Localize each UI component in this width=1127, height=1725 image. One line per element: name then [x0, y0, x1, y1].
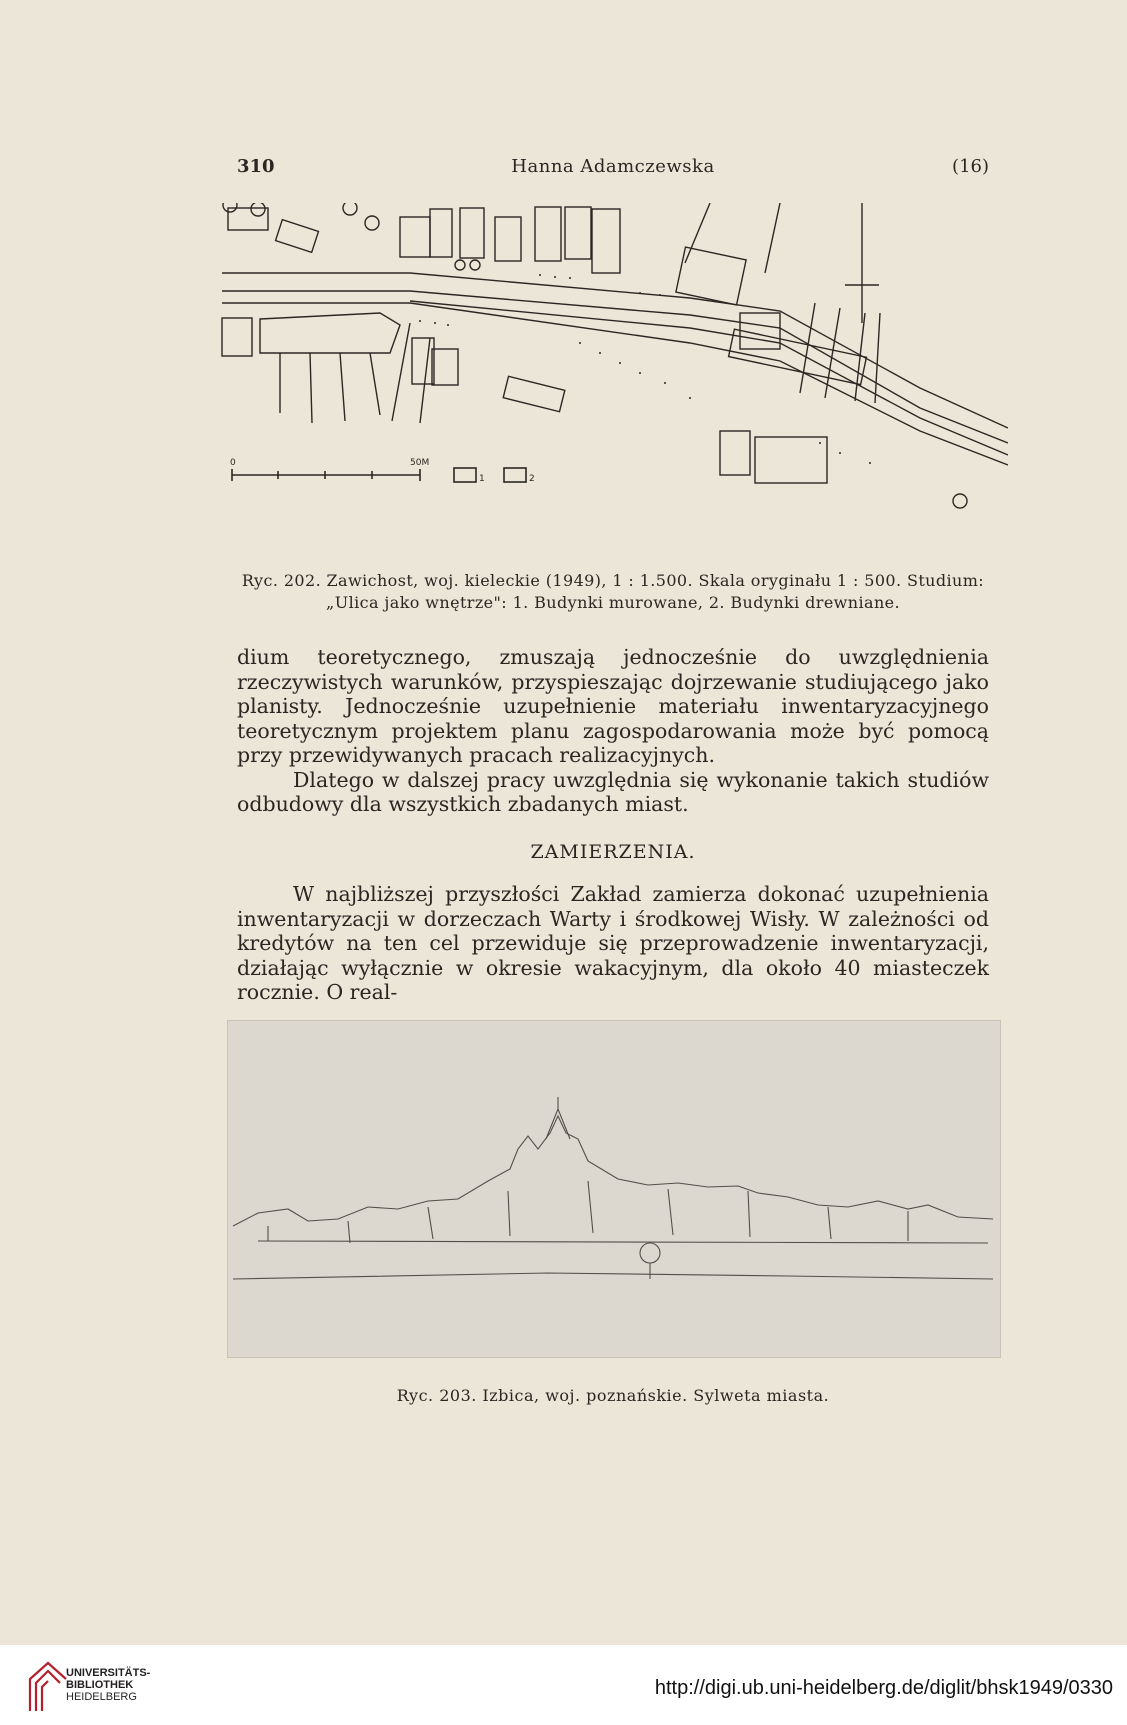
- street-edge-upper: [222, 291, 1008, 443]
- tree-6: [470, 260, 480, 270]
- building-east-3: [720, 431, 750, 475]
- building-2: [430, 209, 452, 257]
- street-edge-north: [222, 273, 1008, 428]
- figure-203-caption: Ryc. 203. Izbica, woj. poznańskie. Sylweta miasta.: [396, 1386, 830, 1405]
- legend-box-1: [454, 468, 476, 482]
- tree-4: [365, 216, 379, 230]
- building-5: [535, 207, 561, 261]
- running-author: Hanna Adamczewska: [511, 156, 715, 177]
- building-south-3: [412, 338, 434, 384]
- scale-start-label: 0: [230, 458, 236, 468]
- street-edge-south: [222, 303, 1008, 465]
- street-edge-lower: [410, 301, 1008, 455]
- building-south-4: [432, 349, 458, 385]
- building-row-south-2: [260, 313, 400, 353]
- body-text: [237, 645, 989, 817]
- section-heading: ZAMIERZENIA.: [530, 841, 696, 863]
- legend-label-1: 1: [479, 474, 485, 484]
- building-8: [676, 247, 746, 305]
- building-row-south-1: [222, 318, 252, 356]
- plot-lines-east: [685, 203, 880, 403]
- town-silhouette-sketch: [227, 1020, 1001, 1358]
- running-header: [237, 156, 989, 184]
- tree-sketch: [640, 1243, 660, 1263]
- paragraph-2: Dlatego w dalszej pracy uwzględnia się wykonanie takich studiów odbudowy dla wszystkich zbadanych miast.: [237, 767, 989, 816]
- page-number: 310: [237, 156, 275, 177]
- building-4: [495, 217, 521, 261]
- building-3: [460, 208, 484, 258]
- source-url-link[interactable]: http://digi.ub.uni-heidelberg.de/diglit/bhsk1949/0330: [654, 1677, 1113, 1699]
- library-footer: [0, 1645, 1127, 1725]
- plot-lines-south: [280, 323, 430, 423]
- section-number: (16): [952, 156, 989, 177]
- figure-202-caption: Ryc. 202. Zawichost, woj. kieleckie (1949), 1 : 1.500. Skala oryginału 1 : 500. Studium: „Ulica jako wnętrze": 1. Budynki murowane, 2. Budynki drewniane.: [241, 571, 985, 612]
- tree-5: [455, 260, 465, 270]
- body-text-2: [237, 882, 989, 1005]
- legend-label-2: 2: [529, 474, 535, 484]
- building-6: [565, 207, 591, 259]
- tree-2: [251, 203, 265, 216]
- building-left-1: [276, 220, 319, 253]
- building-south-5: [503, 376, 565, 411]
- building-1: [400, 217, 430, 257]
- building-east-4: [755, 437, 827, 483]
- paragraph-1: dium teoretycznego, zmuszają jednocześnie do uwzględnienia rzeczywistych warunków, przyspieszając dojrzewanie studiującego jako planisty. Jednocześnie uzupełnienie materiału inwentaryzacyjnego teoretycznym projektem planu zagospodarowania może być pomocą przy przewidywanych pracach realizacyjnych.: [237, 645, 989, 767]
- scale-end-label: 50M: [410, 458, 430, 468]
- north-arrow: [845, 203, 879, 323]
- tree-3: [343, 203, 357, 215]
- ground-line: [233, 1273, 993, 1279]
- tree-7: [953, 494, 967, 508]
- legend-box-2: [504, 468, 526, 482]
- skyline: [233, 1116, 993, 1226]
- site-plan-figure: [220, 203, 1008, 561]
- building-7: [592, 209, 620, 273]
- library-logo-icon: [22, 1657, 72, 1715]
- library-name: UNIVERSITÄTS- BIBLIOTHEK HEIDELBERG: [66, 1667, 151, 1703]
- paragraph-3: W najbliższej przyszłości Zakład zamierza dokonać uzupełnienia inwentaryzacji w dorzeczach Warty i środkowej Wisły. W zależności od kredytów na ten cel przewiduje się przeprowadzenie inwentaryzacji, działając wyłącznie w okresie wakacyjnym, dla około 40 miasteczek rocznie. O real-: [237, 882, 989, 1004]
